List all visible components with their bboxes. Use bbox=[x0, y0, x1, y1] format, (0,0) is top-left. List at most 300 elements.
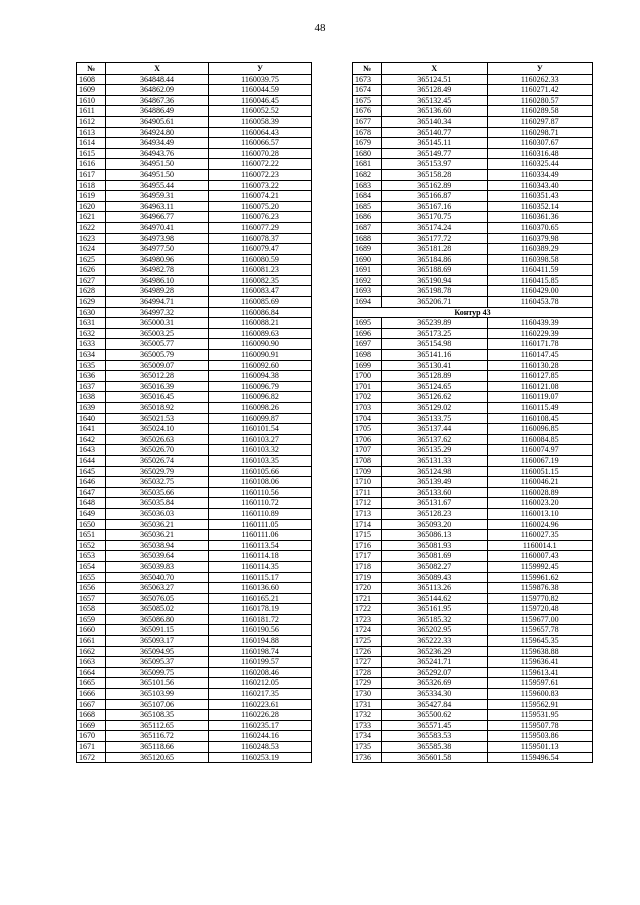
table-row bbox=[353, 540, 593, 551]
x-coordinate: 364955.44 bbox=[106, 180, 209, 191]
table-row bbox=[77, 297, 312, 308]
table-row bbox=[353, 392, 593, 403]
table-row bbox=[353, 116, 593, 127]
x-coordinate: 365026.70 bbox=[106, 445, 209, 456]
table-row bbox=[77, 169, 312, 180]
point-number: 1700 bbox=[353, 371, 382, 382]
table-row bbox=[353, 233, 593, 244]
y-coordinate: 1160136.60 bbox=[209, 583, 312, 594]
table-row bbox=[77, 392, 312, 403]
table-row bbox=[77, 138, 312, 149]
y-coordinate: 1160090.91 bbox=[209, 350, 312, 361]
x-coordinate: 365081.69 bbox=[382, 551, 488, 562]
table-row bbox=[353, 583, 593, 594]
x-coordinate: 365116.72 bbox=[106, 731, 209, 742]
x-coordinate: 364982.78 bbox=[106, 265, 209, 276]
point-number: 1716 bbox=[353, 540, 382, 551]
table-row bbox=[353, 699, 593, 710]
table-row bbox=[77, 191, 312, 202]
x-coordinate: 365188.69 bbox=[382, 265, 488, 276]
y-coordinate: 1160078.37 bbox=[209, 233, 312, 244]
point-number: 1709 bbox=[353, 466, 382, 477]
table-row bbox=[77, 625, 312, 636]
y-coordinate: 1160079.47 bbox=[209, 244, 312, 255]
table-row bbox=[77, 434, 312, 445]
table-row bbox=[77, 572, 312, 583]
table-row bbox=[77, 604, 312, 615]
point-number: 1667 bbox=[77, 699, 106, 710]
table-row bbox=[353, 530, 593, 541]
x-coordinate: 364943.76 bbox=[106, 148, 209, 159]
x-coordinate: 365107.06 bbox=[106, 699, 209, 710]
x-coordinate: 364980.96 bbox=[106, 254, 209, 265]
coordinates-table-left bbox=[76, 62, 312, 763]
y-coordinate: 1160199.57 bbox=[209, 657, 312, 668]
x-coordinate: 365181.28 bbox=[382, 244, 488, 255]
table-row bbox=[353, 614, 593, 625]
y-coordinate: 1160113.54 bbox=[209, 540, 312, 551]
x-coordinate: 364973.98 bbox=[106, 233, 209, 244]
y-coordinate: 1159613.41 bbox=[487, 667, 593, 678]
x-coordinate: 365145.11 bbox=[382, 138, 488, 149]
y-coordinate: 1160439.39 bbox=[487, 318, 593, 329]
point-number: 1677 bbox=[353, 116, 382, 127]
table-row bbox=[353, 350, 593, 361]
point-number: 1711 bbox=[353, 487, 382, 498]
y-coordinate: 1159645.35 bbox=[487, 636, 593, 647]
y-coordinate: 1160415.85 bbox=[487, 275, 593, 286]
x-coordinate: 365095.37 bbox=[106, 657, 209, 668]
table-row bbox=[77, 233, 312, 244]
y-coordinate: 1159657.78 bbox=[487, 625, 593, 636]
x-coordinate: 365118.66 bbox=[106, 742, 209, 753]
y-coordinate: 1160334.49 bbox=[487, 169, 593, 180]
point-number: 1712 bbox=[353, 498, 382, 509]
point-number: 1675 bbox=[353, 95, 382, 106]
x-coordinate: 365133.60 bbox=[382, 487, 488, 498]
y-coordinate: 1160429.00 bbox=[487, 286, 593, 297]
table-row bbox=[77, 212, 312, 223]
y-coordinate: 1160076.23 bbox=[209, 212, 312, 223]
table-row bbox=[353, 127, 593, 138]
x-coordinate: 365241.71 bbox=[382, 657, 488, 668]
y-coordinate: 1160096.79 bbox=[209, 381, 312, 392]
y-coordinate: 1160147.45 bbox=[487, 350, 593, 361]
table-row bbox=[77, 254, 312, 265]
point-number: 1710 bbox=[353, 477, 382, 488]
point-number: 1660 bbox=[77, 625, 106, 636]
y-coordinate: 1160379.98 bbox=[487, 233, 593, 244]
point-number: 1611 bbox=[77, 106, 106, 117]
point-number: 1708 bbox=[353, 455, 382, 466]
x-coordinate: 365166.87 bbox=[382, 191, 488, 202]
table-row bbox=[353, 625, 593, 636]
y-coordinate: 1160096.82 bbox=[209, 392, 312, 403]
x-coordinate: 364934.49 bbox=[106, 138, 209, 149]
x-coordinate: 365185.32 bbox=[382, 614, 488, 625]
x-coordinate: 364848.44 bbox=[106, 74, 209, 85]
point-number: 1664 bbox=[77, 667, 106, 678]
y-coordinate: 1160110.89 bbox=[209, 508, 312, 519]
y-coordinate: 1159720.48 bbox=[487, 604, 593, 615]
point-number: 1650 bbox=[77, 519, 106, 530]
x-coordinate: 365124.51 bbox=[382, 74, 488, 85]
table-row bbox=[353, 604, 593, 615]
point-number: 1733 bbox=[353, 720, 382, 731]
y-coordinate: 1160064.43 bbox=[209, 127, 312, 138]
y-coordinate: 1159562.91 bbox=[487, 699, 593, 710]
x-coordinate: 365039.64 bbox=[106, 551, 209, 562]
point-number: 1657 bbox=[77, 593, 106, 604]
table-row bbox=[353, 752, 593, 763]
x-coordinate: 365131.67 bbox=[382, 498, 488, 509]
table-row bbox=[353, 710, 593, 721]
y-coordinate: 1160111.06 bbox=[209, 530, 312, 541]
table-row bbox=[353, 95, 593, 106]
y-coordinate: 1160051.15 bbox=[487, 466, 593, 477]
table-row bbox=[353, 222, 593, 233]
x-coordinate: 365585.38 bbox=[382, 742, 488, 753]
point-number: 1668 bbox=[77, 710, 106, 721]
x-coordinate: 365082.27 bbox=[382, 561, 488, 572]
y-coordinate: 1160072.22 bbox=[209, 159, 312, 170]
x-coordinate: 365005.79 bbox=[106, 350, 209, 361]
header-x: X bbox=[382, 63, 488, 75]
y-coordinate: 1160058.39 bbox=[209, 116, 312, 127]
point-number: 1702 bbox=[353, 392, 382, 403]
y-coordinate: 1160080.59 bbox=[209, 254, 312, 265]
table-row bbox=[353, 434, 593, 445]
x-coordinate: 365029.79 bbox=[106, 466, 209, 477]
header-y: У bbox=[487, 63, 593, 75]
table-row bbox=[353, 180, 593, 191]
table-row bbox=[353, 424, 593, 435]
table-row bbox=[77, 657, 312, 668]
table-row bbox=[353, 455, 593, 466]
table-row bbox=[77, 540, 312, 551]
y-coordinate: 1160280.57 bbox=[487, 95, 593, 106]
point-number: 1641 bbox=[77, 424, 106, 435]
table-row bbox=[77, 371, 312, 382]
point-number: 1695 bbox=[353, 318, 382, 329]
point-number: 1640 bbox=[77, 413, 106, 424]
table-row bbox=[77, 116, 312, 127]
y-coordinate: 1160361.36 bbox=[487, 212, 593, 223]
x-coordinate: 365427.84 bbox=[382, 699, 488, 710]
point-number: 1623 bbox=[77, 233, 106, 244]
x-coordinate: 365018.92 bbox=[106, 403, 209, 414]
x-coordinate: 365136.60 bbox=[382, 106, 488, 117]
table-row bbox=[77, 95, 312, 106]
y-coordinate: 1160089.63 bbox=[209, 328, 312, 339]
header-x: X bbox=[106, 63, 209, 75]
y-coordinate: 1160389.29 bbox=[487, 244, 593, 255]
table-row bbox=[353, 657, 593, 668]
y-coordinate: 1160074.97 bbox=[487, 445, 593, 456]
table-row bbox=[353, 265, 593, 276]
table-row bbox=[77, 201, 312, 212]
y-coordinate: 1160092.60 bbox=[209, 360, 312, 371]
point-number: 1653 bbox=[77, 551, 106, 562]
table-row bbox=[353, 244, 593, 255]
y-coordinate: 1160208.46 bbox=[209, 667, 312, 678]
y-coordinate: 1160085.69 bbox=[209, 297, 312, 308]
table-row bbox=[353, 74, 593, 85]
y-coordinate: 1160111.05 bbox=[209, 519, 312, 530]
point-number: 1624 bbox=[77, 244, 106, 255]
table-row bbox=[353, 646, 593, 657]
y-coordinate: 1160066.57 bbox=[209, 138, 312, 149]
x-coordinate: 365128.49 bbox=[382, 85, 488, 96]
table-row bbox=[353, 572, 593, 583]
x-coordinate: 365005.77 bbox=[106, 339, 209, 350]
y-coordinate: 1160115.17 bbox=[209, 572, 312, 583]
point-number: 1619 bbox=[77, 191, 106, 202]
table-row bbox=[77, 752, 312, 763]
point-number: 1647 bbox=[77, 487, 106, 498]
table-row bbox=[353, 561, 593, 572]
table-row bbox=[77, 646, 312, 657]
y-coordinate: 1160103.27 bbox=[209, 434, 312, 445]
point-number: 1730 bbox=[353, 689, 382, 700]
x-coordinate: 365236.29 bbox=[382, 646, 488, 657]
x-coordinate: 365190.94 bbox=[382, 275, 488, 286]
table-row bbox=[77, 593, 312, 604]
point-number: 1687 bbox=[353, 222, 382, 233]
x-coordinate: 365140.77 bbox=[382, 127, 488, 138]
x-coordinate: 365162.89 bbox=[382, 180, 488, 191]
table-row bbox=[353, 286, 593, 297]
point-number: 1728 bbox=[353, 667, 382, 678]
y-coordinate: 1160316.48 bbox=[487, 148, 593, 159]
x-coordinate: 364862.09 bbox=[106, 85, 209, 96]
table-row bbox=[353, 678, 593, 689]
table-row bbox=[353, 138, 593, 149]
point-number: 1725 bbox=[353, 636, 382, 647]
y-coordinate: 1160190.56 bbox=[209, 625, 312, 636]
table-row bbox=[77, 466, 312, 477]
x-coordinate: 365222.33 bbox=[382, 636, 488, 647]
point-number: 1649 bbox=[77, 508, 106, 519]
point-number: 1656 bbox=[77, 583, 106, 594]
table-row bbox=[77, 583, 312, 594]
point-number: 1642 bbox=[77, 434, 106, 445]
table-row bbox=[77, 339, 312, 350]
x-coordinate: 364963.11 bbox=[106, 201, 209, 212]
table-row bbox=[353, 731, 593, 742]
table-row bbox=[353, 720, 593, 731]
point-number: 1629 bbox=[77, 297, 106, 308]
x-coordinate: 365086.80 bbox=[106, 614, 209, 625]
table-row bbox=[77, 636, 312, 647]
point-number: 1616 bbox=[77, 159, 106, 170]
point-number: 1726 bbox=[353, 646, 382, 657]
point-number: 1689 bbox=[353, 244, 382, 255]
table-row bbox=[353, 297, 593, 308]
y-coordinate: 1160088.21 bbox=[209, 318, 312, 329]
x-coordinate: 365140.34 bbox=[382, 116, 488, 127]
point-number: 1652 bbox=[77, 540, 106, 551]
point-number: 1724 bbox=[353, 625, 382, 636]
x-coordinate: 365036.03 bbox=[106, 508, 209, 519]
x-coordinate: 365154.98 bbox=[382, 339, 488, 350]
y-coordinate: 1159501.13 bbox=[487, 742, 593, 753]
y-coordinate: 1159636.41 bbox=[487, 657, 593, 668]
point-number: 1714 bbox=[353, 519, 382, 530]
x-coordinate: 365026.63 bbox=[106, 434, 209, 445]
x-coordinate: 365137.62 bbox=[382, 434, 488, 445]
point-number: 1693 bbox=[353, 286, 382, 297]
x-coordinate: 365153.97 bbox=[382, 159, 488, 170]
x-coordinate: 365035.84 bbox=[106, 498, 209, 509]
y-coordinate: 1160081.23 bbox=[209, 265, 312, 276]
point-number: 1683 bbox=[353, 180, 382, 191]
point-number: 1626 bbox=[77, 265, 106, 276]
point-number: 1699 bbox=[353, 360, 382, 371]
y-coordinate: 1159992.45 bbox=[487, 561, 593, 572]
table-row bbox=[77, 403, 312, 414]
table-row bbox=[77, 678, 312, 689]
table-row bbox=[353, 159, 593, 170]
point-number: 1705 bbox=[353, 424, 382, 435]
point-number: 1686 bbox=[353, 212, 382, 223]
y-coordinate: 1160072.23 bbox=[209, 169, 312, 180]
table-row bbox=[353, 403, 593, 414]
y-coordinate: 1160046.45 bbox=[209, 95, 312, 106]
point-number: 1671 bbox=[77, 742, 106, 753]
point-number: 1630 bbox=[77, 307, 106, 318]
x-coordinate: 365099.75 bbox=[106, 667, 209, 678]
y-coordinate: 1160165.21 bbox=[209, 593, 312, 604]
y-coordinate: 1159503.86 bbox=[487, 731, 593, 742]
point-number: 1692 bbox=[353, 275, 382, 286]
point-number: 1632 bbox=[77, 328, 106, 339]
table-row bbox=[77, 381, 312, 392]
y-coordinate: 1159770.82 bbox=[487, 593, 593, 604]
table-row bbox=[353, 85, 593, 96]
x-coordinate: 365206.71 bbox=[382, 297, 488, 308]
point-number: 1654 bbox=[77, 561, 106, 572]
y-coordinate: 1160351.43 bbox=[487, 191, 593, 202]
table-row bbox=[77, 85, 312, 96]
y-coordinate: 1160046.21 bbox=[487, 477, 593, 488]
table-row bbox=[77, 551, 312, 562]
y-coordinate: 1160212.05 bbox=[209, 678, 312, 689]
point-number: 1609 bbox=[77, 85, 106, 96]
x-coordinate: 365177.72 bbox=[382, 233, 488, 244]
table-row bbox=[77, 561, 312, 572]
table-row bbox=[77, 74, 312, 85]
x-coordinate: 365167.16 bbox=[382, 201, 488, 212]
table-row bbox=[353, 445, 593, 456]
point-number: 1684 bbox=[353, 191, 382, 202]
point-number: 1691 bbox=[353, 265, 382, 276]
y-coordinate: 1160024.96 bbox=[487, 519, 593, 530]
point-number: 1690 bbox=[353, 254, 382, 265]
point-number: 1732 bbox=[353, 710, 382, 721]
table-row bbox=[353, 508, 593, 519]
point-number: 1659 bbox=[77, 614, 106, 625]
x-coordinate: 365137.44 bbox=[382, 424, 488, 435]
table-row bbox=[353, 169, 593, 180]
point-number: 1646 bbox=[77, 477, 106, 488]
y-coordinate: 1160090.90 bbox=[209, 339, 312, 350]
y-coordinate: 1159638.88 bbox=[487, 646, 593, 657]
point-number: 1672 bbox=[77, 752, 106, 763]
x-coordinate: 365601.58 bbox=[382, 752, 488, 763]
y-coordinate: 1160181.72 bbox=[209, 614, 312, 625]
y-coordinate: 1160114.35 bbox=[209, 561, 312, 572]
x-coordinate: 365091.15 bbox=[106, 625, 209, 636]
y-coordinate: 1160271.42 bbox=[487, 85, 593, 96]
table-row bbox=[77, 667, 312, 678]
point-number: 1622 bbox=[77, 222, 106, 233]
table-row bbox=[77, 689, 312, 700]
x-coordinate: 365040.70 bbox=[106, 572, 209, 583]
x-coordinate: 365129.02 bbox=[382, 403, 488, 414]
point-number: 1701 bbox=[353, 381, 382, 392]
y-coordinate: 1160013.10 bbox=[487, 508, 593, 519]
y-coordinate: 1160067.19 bbox=[487, 455, 593, 466]
x-coordinate: 365093.20 bbox=[382, 519, 488, 530]
x-coordinate: 364959.31 bbox=[106, 191, 209, 202]
x-coordinate: 365131.33 bbox=[382, 455, 488, 466]
y-coordinate: 1160007.43 bbox=[487, 551, 593, 562]
table-row bbox=[77, 455, 312, 466]
table-row bbox=[77, 318, 312, 329]
header-number: № bbox=[353, 63, 382, 75]
table-row bbox=[77, 180, 312, 191]
x-coordinate: 364997.32 bbox=[106, 307, 209, 318]
point-number: 1661 bbox=[77, 636, 106, 647]
point-number: 1643 bbox=[77, 445, 106, 456]
y-coordinate: 1160297.87 bbox=[487, 116, 593, 127]
point-number: 1706 bbox=[353, 434, 382, 445]
y-coordinate: 1159496.54 bbox=[487, 752, 593, 763]
point-number: 1734 bbox=[353, 731, 382, 742]
y-coordinate: 1160223.61 bbox=[209, 699, 312, 710]
y-coordinate: 1160074.21 bbox=[209, 191, 312, 202]
y-coordinate: 1160098.26 bbox=[209, 403, 312, 414]
y-coordinate: 1159597.61 bbox=[487, 678, 593, 689]
y-coordinate: 1160352.14 bbox=[487, 201, 593, 212]
table-row bbox=[77, 710, 312, 721]
table-row bbox=[353, 689, 593, 700]
table-row bbox=[77, 699, 312, 710]
point-number: 1612 bbox=[77, 116, 106, 127]
x-coordinate: 364905.61 bbox=[106, 116, 209, 127]
point-number: 1731 bbox=[353, 699, 382, 710]
table-row bbox=[77, 731, 312, 742]
x-coordinate: 365035.66 bbox=[106, 487, 209, 498]
y-coordinate: 1160110.72 bbox=[209, 498, 312, 509]
table-row bbox=[77, 350, 312, 361]
table-row bbox=[353, 519, 593, 530]
point-number: 1637 bbox=[77, 381, 106, 392]
point-number: 1670 bbox=[77, 731, 106, 742]
table-header-row bbox=[353, 63, 593, 75]
table-row bbox=[77, 413, 312, 424]
y-coordinate: 1160083.47 bbox=[209, 286, 312, 297]
x-coordinate: 365184.86 bbox=[382, 254, 488, 265]
y-coordinate: 1160194.88 bbox=[209, 636, 312, 647]
x-coordinate: 365571.45 bbox=[382, 720, 488, 731]
y-coordinate: 1160114.18 bbox=[209, 551, 312, 562]
table-row bbox=[77, 127, 312, 138]
y-coordinate: 1160411.59 bbox=[487, 265, 593, 276]
x-coordinate: 365093.17 bbox=[106, 636, 209, 647]
y-coordinate: 1160014.1 bbox=[487, 540, 593, 551]
